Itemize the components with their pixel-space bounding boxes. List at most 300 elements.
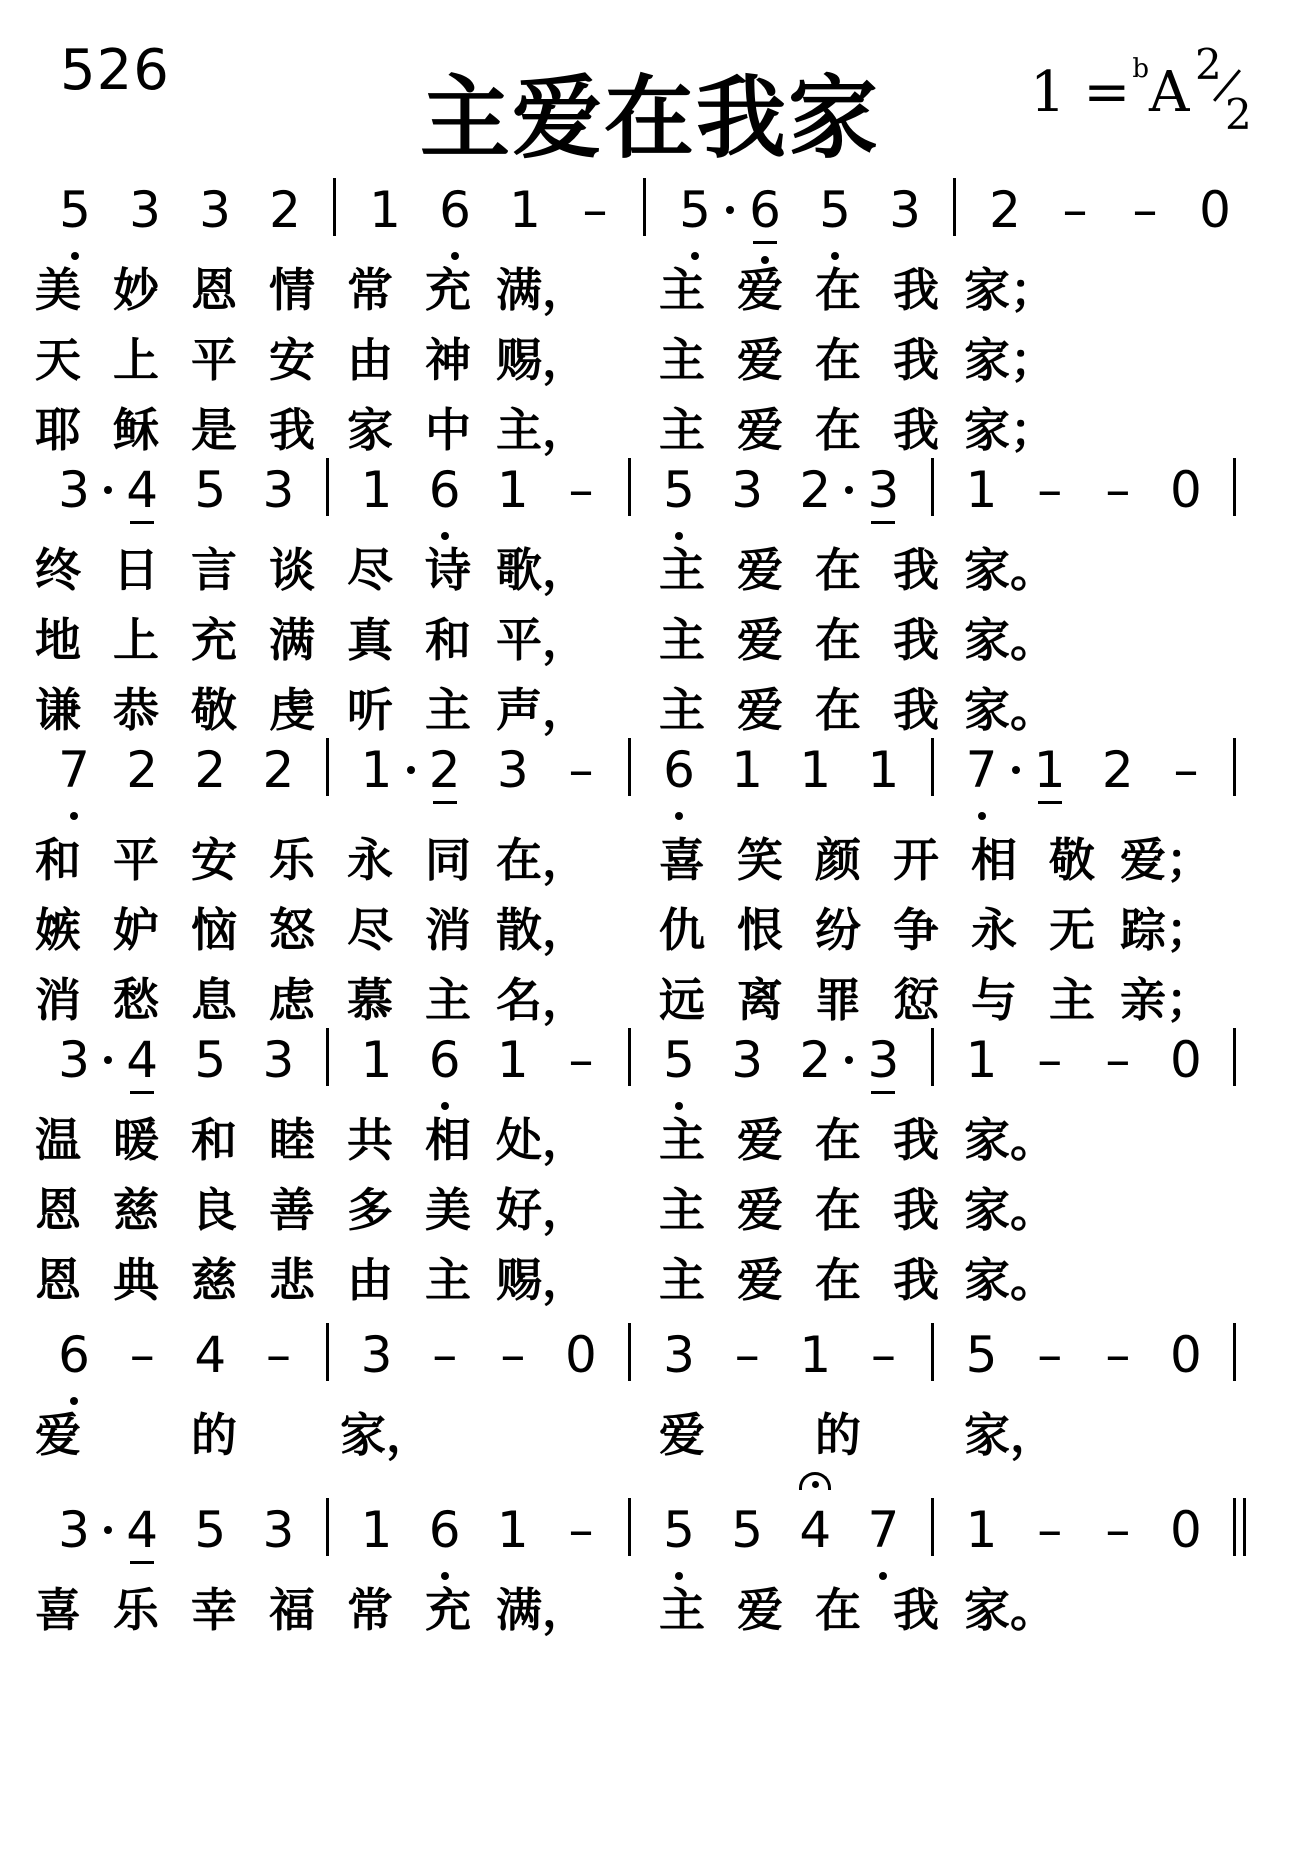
lyric-char: 耶 [35, 403, 81, 457]
lyric-char: 慕 [347, 973, 393, 1027]
lyric-char: 息 [191, 973, 237, 1027]
dash: – [870, 1326, 896, 1384]
time-numerator: 2 [1195, 40, 1222, 89]
lyric-char: 在 [815, 613, 861, 667]
barline [931, 1498, 934, 1556]
barline [326, 1498, 329, 1556]
note: 3 [889, 181, 921, 239]
lyric-char: 消 [425, 903, 471, 957]
lyric-line [35, 610, 1270, 670]
lyric-char: 散， [496, 903, 588, 957]
lyric-char: 家。 [964, 1583, 1056, 1637]
lyric-char: 离 [737, 973, 783, 1027]
note: 1 [496, 461, 529, 519]
barline [1233, 738, 1236, 796]
lyric-char: 在 [815, 333, 861, 387]
lyric-char: 我 [893, 613, 939, 667]
key-prefix: 1 = [1030, 60, 1131, 125]
note: 1 [799, 1326, 832, 1384]
barline [333, 178, 336, 236]
note: 1 [496, 1031, 529, 1089]
note: 6 [735, 180, 795, 240]
note: 4 [112, 460, 172, 520]
low-octave-dot [675, 1102, 683, 1110]
augmentation-dot [104, 1056, 112, 1064]
lyric-char: 主 [659, 1583, 705, 1637]
low-octave-dot [978, 812, 986, 820]
hymn-title: 主爱在我家 [420, 65, 880, 171]
lyric-char: 在 [815, 263, 861, 317]
lyric-char: 善 [269, 1183, 315, 1237]
note: 3 [199, 181, 231, 239]
lyric-char: 我 [893, 1253, 939, 1307]
note: 2 [194, 741, 227, 799]
lyric-char: 恩 [35, 1253, 81, 1307]
fermata-icon [799, 1472, 831, 1490]
note: 3 [853, 1030, 913, 1090]
hymn-number: 526 [60, 38, 170, 103]
dash: – [1105, 1326, 1131, 1384]
barline [931, 1028, 934, 1086]
barline [326, 1028, 329, 1086]
lyric-char: 睦 [269, 1113, 315, 1167]
barline [953, 178, 956, 236]
notation-row [40, 1500, 1270, 1590]
lyric-char: 家 [347, 403, 393, 457]
barline [628, 1323, 631, 1381]
lyric-char: 相 [971, 833, 1017, 887]
lyric-char: 喜 [35, 1583, 81, 1637]
lyric-char: 赐， [496, 1253, 588, 1307]
lyric-char: 主 [659, 333, 705, 387]
dash: – [1037, 1031, 1063, 1089]
note: 2 [269, 181, 301, 239]
note: 5 [194, 1031, 227, 1089]
lyric-char: 常 [347, 263, 393, 317]
augmentation-dot [845, 486, 853, 494]
dash: – [1173, 741, 1199, 799]
note: 6 [44, 1325, 104, 1385]
dash: – [568, 1501, 594, 1559]
note: 2 [262, 741, 295, 799]
lyric-char: 充 [425, 1583, 471, 1637]
lyric-char: 爱 [737, 1583, 783, 1637]
low-octave-dot [691, 252, 699, 260]
lyric-char: 平 [113, 833, 159, 887]
lyric-char: 歌， [496, 543, 588, 597]
note: 5 [731, 1501, 764, 1559]
note: 1 [799, 741, 832, 799]
note: 3 [129, 181, 161, 239]
lyric-char: 幸 [191, 1583, 237, 1637]
time-denominator: 2 [1225, 90, 1252, 139]
time-signature [1195, 40, 1255, 139]
note: 1 [965, 1031, 998, 1089]
lyric-char: 我 [893, 683, 939, 737]
barline [326, 1323, 329, 1381]
note: 1 [867, 741, 900, 799]
lyric-char: 诗 [425, 543, 471, 597]
note: 3 [663, 1326, 695, 1384]
note: 1 [1020, 740, 1080, 800]
barline [931, 1323, 934, 1381]
lyric-char: 家。 [964, 683, 1056, 737]
lyric-char: 爱 [737, 403, 783, 457]
lyric-char: 主 [659, 543, 705, 597]
dash: – [1105, 461, 1131, 519]
lyric-char: 主 [659, 613, 705, 667]
note: 3 [58, 1501, 90, 1559]
lyric-char: 同 [425, 833, 471, 887]
dash: – [1132, 181, 1158, 239]
note: 2 [799, 461, 832, 519]
lyric-char: 和 [425, 613, 471, 667]
note: 3 [731, 461, 764, 519]
lyric-char: 在 [815, 683, 861, 737]
lyric-char: 家。 [964, 1253, 1056, 1307]
dash: – [582, 181, 608, 239]
lyric-char: 与 [971, 973, 1017, 1027]
eighth-underline [433, 801, 457, 804]
lyric-char: 良 [191, 1183, 237, 1237]
lyric-line [35, 1405, 1270, 1465]
note: 5 [805, 180, 865, 240]
note: 0 [1170, 1326, 1202, 1384]
lyric-char: 爱 [659, 1408, 705, 1462]
eighth-underline [130, 1561, 154, 1564]
lyric-char: 美 [425, 1183, 471, 1237]
lyric-char: 主 [659, 1113, 705, 1167]
lyric-char: 亲； [1120, 973, 1212, 1027]
low-octave-dot [675, 812, 683, 820]
lyric-char: 爱 [737, 613, 783, 667]
lyric-line [35, 1250, 1270, 1310]
note: 3 [262, 1031, 295, 1089]
key-flat-sign: b [1132, 54, 1150, 84]
lyric-char: 情 [269, 263, 315, 317]
lyric-char: 赐， [496, 333, 588, 387]
lyric-char: 家； [964, 333, 1056, 387]
lyric-char: 我 [893, 1183, 939, 1237]
lyric-char: 平 [191, 333, 237, 387]
lyric-char: 我 [893, 403, 939, 457]
lyric-char: 永 [971, 903, 1017, 957]
notation-row [40, 1325, 1270, 1415]
note: 7 [952, 740, 1012, 800]
lyric-char: 家。 [964, 1113, 1056, 1167]
lyric-line [35, 1580, 1270, 1640]
eighth-underline [130, 1091, 154, 1094]
note: 1 [509, 181, 541, 239]
eighth-underline [1038, 801, 1062, 804]
note: 2 [799, 1031, 832, 1089]
note: 1 [369, 181, 401, 239]
lyric-char: 妒 [113, 903, 159, 957]
lyric-char: 纷 [815, 903, 861, 957]
lyric-char: 家， [340, 1408, 432, 1462]
lyric-char: 爱 [737, 543, 783, 597]
note: 4 [112, 1030, 172, 1090]
lyric-char: 爱； [1120, 833, 1212, 887]
lyric-line [35, 400, 1270, 460]
note: 1 [965, 461, 998, 519]
lyric-char: 愆 [893, 973, 939, 1027]
lyric-char: 终 [35, 543, 81, 597]
lyric-char: 笑 [737, 833, 783, 887]
note: 3 [360, 1326, 393, 1384]
lyric-char: 恩 [191, 263, 237, 317]
note: 1 [360, 741, 393, 799]
lyric-char: 主 [425, 973, 471, 1027]
lyric-char: 恨 [737, 903, 783, 957]
lyric-char: 主 [659, 1253, 705, 1307]
lyric-char: 由 [347, 333, 393, 387]
low-octave-dot [675, 532, 683, 540]
lyric-char: 美 [35, 263, 81, 317]
note: 0 [1170, 1501, 1202, 1559]
note: 0 [1199, 181, 1231, 239]
lyric-char: 我 [893, 543, 939, 597]
lyric-char: 在 [815, 1183, 861, 1237]
lyric-char: 乐 [113, 1583, 159, 1637]
lyric-line [35, 330, 1270, 390]
lyric-char: 爱 [737, 263, 783, 317]
note: 6 [415, 460, 475, 520]
augmentation-dot [407, 766, 415, 774]
lyric-char: 悲 [269, 1253, 315, 1307]
lyric-char: 怒 [269, 903, 315, 957]
low-octave-dot [441, 1572, 449, 1580]
augmentation-dot [726, 206, 734, 214]
note: 1 [360, 1501, 393, 1559]
lyric-char: 主， [496, 403, 588, 457]
note: 3 [853, 460, 913, 520]
lyric-char: 慈 [191, 1253, 237, 1307]
note: 2 [126, 741, 159, 799]
dash: – [568, 741, 594, 799]
note: 2 [1101, 741, 1134, 799]
lyric-char: 颜 [815, 833, 861, 887]
barline [1233, 1028, 1236, 1086]
low-octave-dot [675, 1572, 683, 1580]
lyric-char: 安 [191, 833, 237, 887]
lyric-char: 好， [496, 1183, 588, 1237]
lyric-char: 虔 [269, 683, 315, 737]
lyric-char: 无 [1049, 903, 1095, 957]
low-octave-dot [71, 252, 79, 260]
lyric-char: 相 [425, 1113, 471, 1167]
note: 6 [425, 180, 485, 240]
note: 3 [262, 1501, 295, 1559]
lyric-char: 在 [815, 1583, 861, 1637]
lyric-char: 尽 [347, 543, 393, 597]
note: 5 [194, 1501, 227, 1559]
lyric-char: 满， [496, 1583, 588, 1637]
lyric-char: 恭 [113, 683, 159, 737]
note: 4 [194, 1326, 227, 1384]
dash: – [568, 461, 594, 519]
notation-row [40, 180, 1270, 270]
augmentation-dot [845, 1056, 853, 1064]
barline [931, 458, 934, 516]
dash: – [265, 1326, 291, 1384]
low-octave-dot [451, 252, 459, 260]
lyric-char: 平， [496, 613, 588, 667]
lyric-char: 爱 [737, 333, 783, 387]
lyric-char: 安 [269, 333, 315, 387]
barline [628, 1498, 631, 1556]
lyric-char: 嫉 [35, 903, 81, 957]
dash: – [1105, 1031, 1131, 1089]
lyric-line [35, 1180, 1270, 1240]
lyric-char: 典 [113, 1253, 159, 1307]
barline [1233, 458, 1236, 516]
lyric-char: 共 [347, 1113, 393, 1167]
note: 5 [45, 180, 105, 240]
barline [931, 738, 934, 796]
dash: – [568, 1031, 594, 1089]
lyric-char: 尽 [347, 903, 393, 957]
dash: – [129, 1326, 155, 1384]
lyric-char: 上 [113, 613, 159, 667]
dash: – [1037, 1326, 1063, 1384]
lyric-char: 开 [893, 833, 939, 887]
augmentation-dot [104, 1526, 112, 1534]
lyric-char: 罪 [815, 973, 861, 1027]
lyric-char: 的 [191, 1408, 237, 1462]
lyric-char: 在 [815, 1113, 861, 1167]
low-octave-dot [70, 1397, 78, 1405]
note: 3 [262, 461, 295, 519]
note: 5 [965, 1326, 998, 1384]
lyric-char: 踪； [1120, 903, 1212, 957]
key-letter: A [1149, 60, 1190, 125]
lyric-char: 真 [347, 613, 393, 667]
lyric-char: 家。 [964, 613, 1056, 667]
note: 0 [1170, 1031, 1202, 1089]
note: 1 [731, 741, 764, 799]
lyric-char: 在 [815, 543, 861, 597]
lyric-char: 乐 [269, 833, 315, 887]
lyric-char: 爱 [737, 1253, 783, 1307]
lyric-char: 虑 [269, 973, 315, 1027]
barline [628, 1028, 631, 1086]
lyric-char: 稣 [113, 403, 159, 457]
notation-row [40, 1030, 1270, 1120]
lyric-char: 名， [496, 973, 588, 1027]
lyric-char: 主 [659, 403, 705, 457]
lyric-line [35, 260, 1270, 320]
note: 2 [989, 181, 1021, 239]
dash: – [432, 1326, 458, 1384]
lyric-char: 恼 [191, 903, 237, 957]
lyric-char: 常 [347, 1583, 393, 1637]
eighth-underline [871, 521, 895, 524]
lyric-char: 和 [35, 833, 81, 887]
lyric-char: 在， [496, 833, 588, 887]
lyric-char: 的 [815, 1408, 861, 1462]
note: 5 [649, 1500, 709, 1560]
lyric-line [35, 830, 1270, 890]
lyric-char: 恩 [35, 1183, 81, 1237]
lyric-char: 充 [425, 263, 471, 317]
note: 1 [496, 1501, 529, 1559]
note: 0 [1170, 461, 1202, 519]
lyric-line [35, 1110, 1270, 1170]
augmentation-dot [1012, 766, 1020, 774]
lyric-line [35, 540, 1270, 600]
lyric-char: 神 [425, 333, 471, 387]
lyric-char: 谦 [35, 683, 81, 737]
note: 3 [58, 1031, 90, 1089]
lyric-char: 上 [113, 333, 159, 387]
lyric-char: 敬 [191, 683, 237, 737]
lyric-char: 主 [659, 263, 705, 317]
lyric-char: 我 [893, 1583, 939, 1637]
lyric-char: 多 [347, 1183, 393, 1237]
lyric-char: 仇 [659, 903, 705, 957]
lyric-char: 声， [496, 683, 588, 737]
note: 2 [415, 740, 475, 800]
dash: – [500, 1326, 526, 1384]
lyric-char: 主 [425, 683, 471, 737]
eighth-underline [871, 1091, 895, 1094]
lyric-char: 谈 [269, 543, 315, 597]
note: 0 [565, 1326, 597, 1384]
eighth-underline [753, 241, 777, 244]
lyric-char: 在 [815, 1253, 861, 1307]
note: 3 [496, 741, 529, 799]
dash: – [734, 1326, 760, 1384]
barline [326, 458, 329, 516]
lyric-char: 爱 [35, 1408, 81, 1462]
lyric-char: 暖 [113, 1113, 159, 1167]
note: 5 [649, 460, 709, 520]
lyric-char: 家； [964, 403, 1056, 457]
lyric-char: 由 [347, 1253, 393, 1307]
lyric-char: 主 [659, 1183, 705, 1237]
note: 1 [360, 1031, 393, 1089]
note: 5 [665, 180, 725, 240]
note: 7 [853, 1500, 913, 1560]
lyric-char: 天 [35, 333, 81, 387]
note: 1 [360, 461, 393, 519]
note: 6 [649, 740, 709, 800]
low-octave-dot [831, 252, 839, 260]
lyric-char: 主 [425, 1253, 471, 1307]
lyric-char: 喜 [659, 833, 705, 887]
lyric-char: 地 [35, 613, 81, 667]
lyric-char: 家。 [964, 1183, 1056, 1237]
note: 1 [965, 1501, 998, 1559]
lyric-char: 家， [964, 1408, 1056, 1462]
lyric-char: 爱 [737, 1183, 783, 1237]
low-octave-dot [441, 1102, 449, 1110]
notation-row [40, 460, 1270, 550]
lyric-char: 爱 [737, 1113, 783, 1167]
lyric-char: 是 [191, 403, 237, 457]
lyric-char: 满， [496, 263, 588, 317]
lyric-char: 我 [893, 1113, 939, 1167]
lyric-char: 消 [35, 973, 81, 1027]
lyric-char: 我 [269, 403, 315, 457]
barline [326, 738, 329, 796]
note: 6 [415, 1500, 475, 1560]
lyric-char: 处， [496, 1113, 588, 1167]
lyric-char: 我 [893, 263, 939, 317]
note: 4 [785, 1500, 845, 1560]
lyric-char: 和 [191, 1113, 237, 1167]
